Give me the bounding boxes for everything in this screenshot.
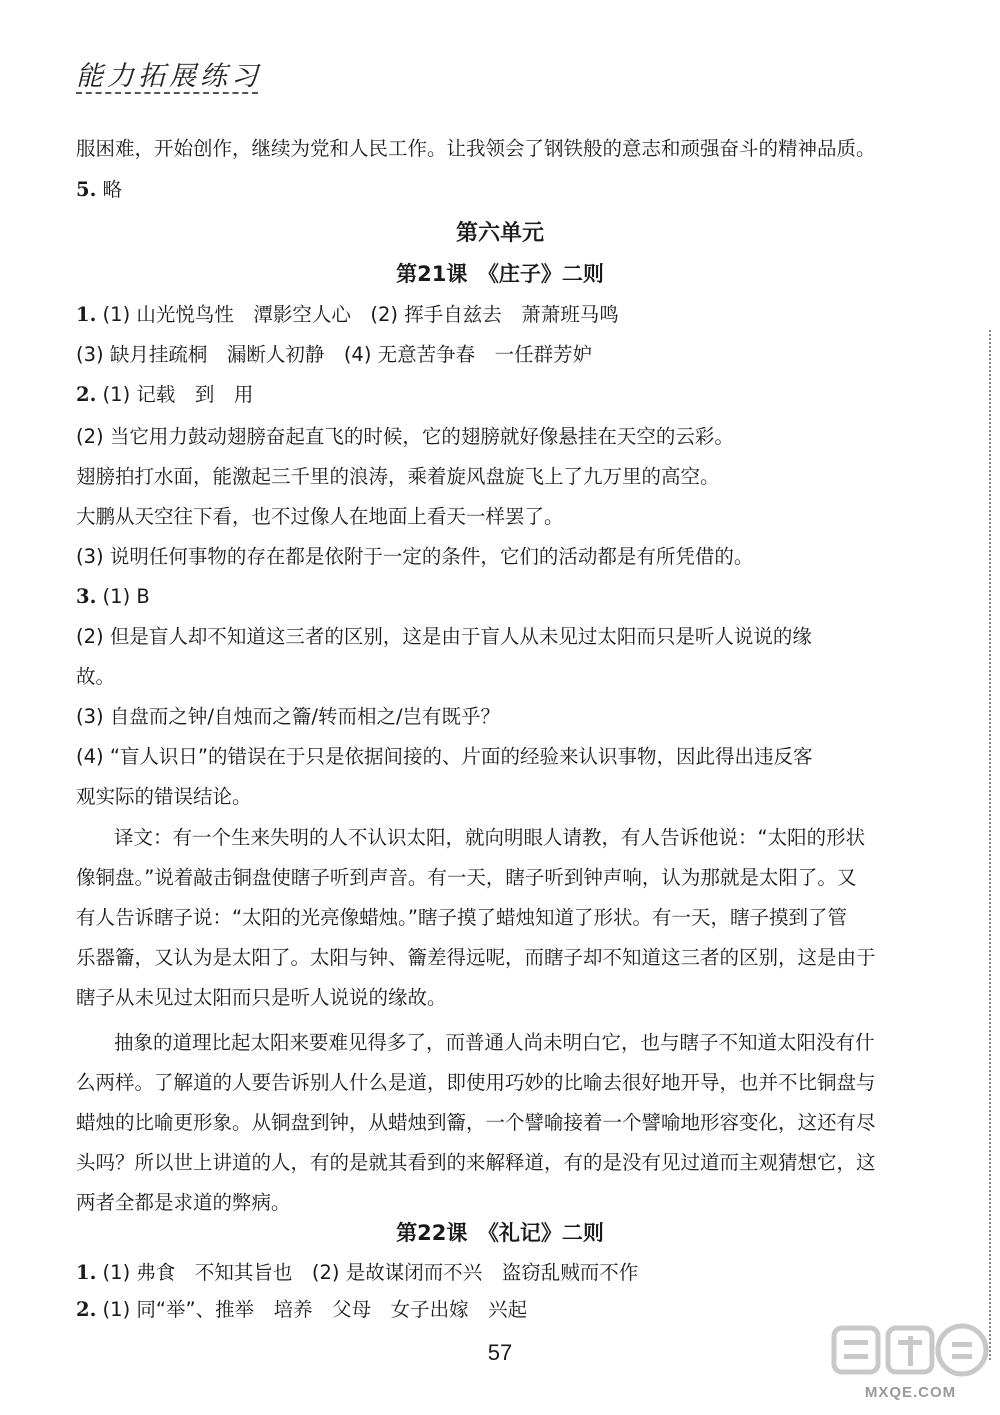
page-number: 57 <box>487 1340 513 1365</box>
numbered-item <box>76 301 619 329</box>
numbered-item <box>76 381 253 409</box>
text-line: 故。 <box>76 665 116 688</box>
header-underline <box>76 92 258 94</box>
text-line: 观实际的错误结论。 <box>76 785 252 808</box>
numbered-item <box>76 583 150 611</box>
text-line: 翅膀拍打水面，能激起三千里的浪涛，乘着旋风盘旋飞上了九万里的高空。 <box>76 465 720 488</box>
item-number: 2. <box>76 383 97 406</box>
item-text: (1) 同“举”、推举 培养 父母 女子出嫁 兴起 <box>96 1298 528 1321</box>
text-line: 像铜盘。”说着敲击铜盘使瞎子听到声音。有一天，瞎子听到钟声响，认为那就是太阳了。又 <box>76 866 857 889</box>
translation-paragraph: 译文：有一个生来失明的人不认识太阳，就向明眼人请教，有人告诉他说：“太阳的形状 <box>114 826 866 849</box>
text-line: (2) 但是盲人却不知道这三者的区别，这是由于盲人从未见过太阳而只是听人说说的缘 <box>76 625 812 648</box>
text-line: (3) 说明任何事物的存在都是依附于一定的条件，它们的活动都是有所凭借的。 <box>76 545 754 568</box>
book-series-title: 能力拓展练习 <box>76 61 262 92</box>
numbered-item <box>76 176 122 204</box>
item-text: (1) 山光悦鸟性 潭影空人心 (2) 挥手自兹去 萧萧班马鸣 <box>96 303 619 326</box>
text-line: 乐器籥，又认为是太阳了。太阳与钟、籥差得远呢，而瞎子却不知道这三者的区别，这是由于 <box>76 946 876 969</box>
text-line: 头吗？所以世上讲道的人，有的是就其看到的来解释道，有的是没有见过道而主观猜想它，这 <box>76 1151 876 1174</box>
item-text: 略 <box>96 178 123 201</box>
paragraph-start: 抽象的道理比起太阳来要难见得多了，而普通人尚未明白它，也与瞎子不知道太阳没有什 <box>114 1031 875 1054</box>
text-line: 有人告诉瞎子说：“太阳的光亮像蜡烛。”瞎子摸了蜡烛知道了形状。有一天，瞎子摸到了管 <box>76 906 847 929</box>
text-line: (4) “盲人识日”的错误在于只是依据间接的、片面的经验来认识事物，因此得出违反客 <box>76 745 813 768</box>
item-number: 1. <box>76 303 97 326</box>
numbered-item <box>76 1296 527 1324</box>
text-line: (3) 自盘而之钟/自烛而之籥/转而相之/岂有既乎？ <box>76 705 501 728</box>
lesson-heading: 第21课 《庄子》二则 <box>396 262 604 286</box>
text-line: 瞎子从未见过太阳而只是听人说说的缘故。 <box>76 986 447 1009</box>
text-line: 蜡烛的比喻更形象。从铜盘到钟，从蜡烛到籥，一个譬喻接着一个譬喻地形容变化，这还有尽 <box>76 1111 876 1134</box>
item-number: 1. <box>76 1261 97 1284</box>
text-line: 服困难，开始创作，继续为党和人民工作。让我领会了钢铁般的意志和顽强奋斗的精神品质。 <box>76 137 876 160</box>
text-line: 两者全都是求道的弊病。 <box>76 1191 291 1214</box>
watermark-site: MXQE.COM <box>864 1384 957 1401</box>
item-number: 2. <box>76 1298 97 1321</box>
item-text: (1) 弗食 不知其旨也 (2) 是故谋闭而不兴 盗窃乱贼而不作 <box>96 1261 639 1284</box>
text-line: (2) 当它用力鼓动翅膀奋起直飞的时候，它的翅膀就好像悬挂在天空的云彩。 <box>76 425 734 448</box>
lesson-heading: 第22课 《礼记》二则 <box>396 1221 604 1245</box>
item-number: 5. <box>76 178 97 201</box>
text-line: 大鹏从天空往下看，也不过像人在地面上看天一样罢了。 <box>76 505 564 528</box>
item-text: (1) B <box>96 585 150 608</box>
numbered-item <box>76 1259 638 1287</box>
item-number: 3. <box>76 585 97 608</box>
text-line: (3) 缺月挂疏桐 漏断人初静 (4) 无意苦争春 一任群芳妒 <box>76 343 593 366</box>
text-line: 么两样。了解道的人要告诉别人什么是道，即使用巧妙的比喻去很好地开导，也并不比铜盘与 <box>76 1071 876 1094</box>
unit-heading: 第六单元 <box>455 221 544 246</box>
item-text: (1) 记载 到 用 <box>96 383 254 406</box>
binding-margin-dots <box>989 330 991 1360</box>
